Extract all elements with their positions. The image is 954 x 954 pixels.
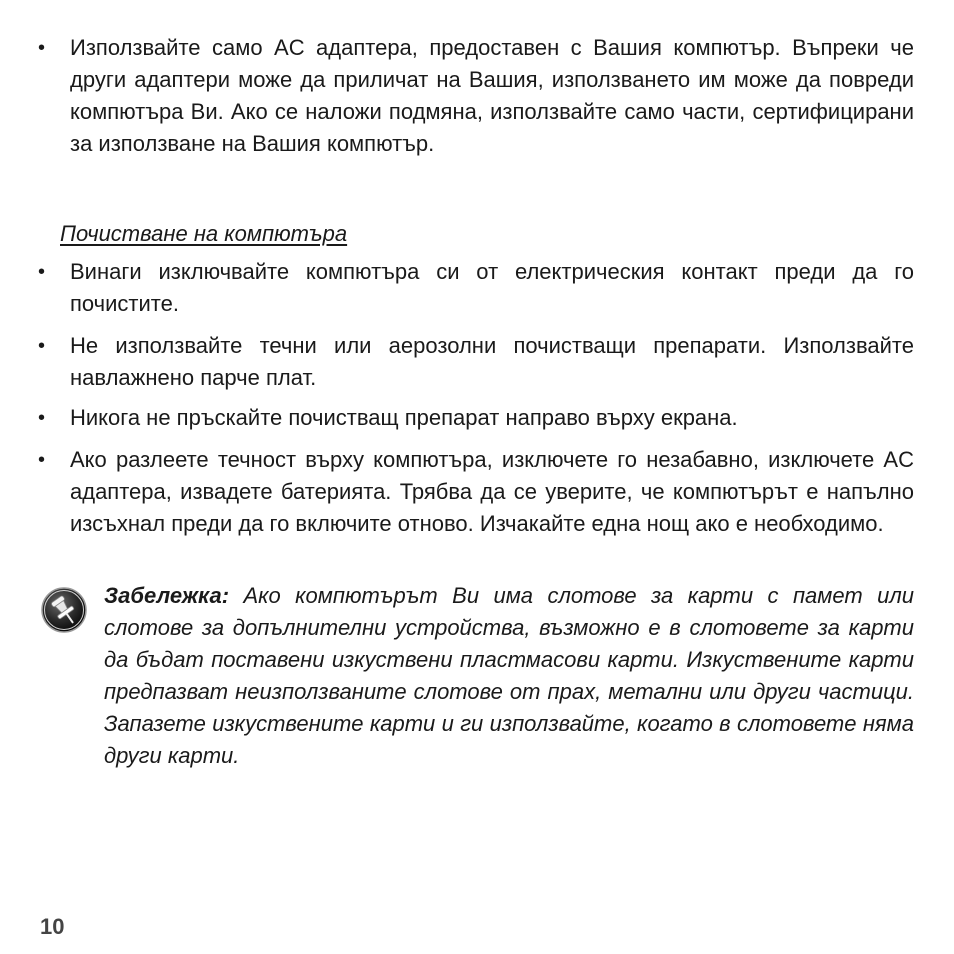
bullet-marker: • <box>38 407 46 429</box>
list-item-text: Ако разлеете течност върху компютъра, изключете го незабавно, изключете AC адаптера, извадете батерията. Трябва да се уверите, че компютърът е напълно изсъхнал преди да го включите отново. Изчакайте една нощ ако е необходимо. <box>70 447 914 536</box>
bullet-marker: • <box>38 449 46 471</box>
list-item <box>38 402 914 434</box>
list-item-text: Винаги изключвайте компютъра си от електрическия контакт преди да го почистите. <box>70 259 914 316</box>
list-item-text: Никога не пръскайте почистващ препарат направо върху екрана. <box>70 405 738 430</box>
list-item-text: Използвайте само AC адаптера, предоставен с Вашия компютър. Въпреки че други адаптери може да приличат на Вашия, използването им може да повреди компютъра Ви. Ако се наложи подмяна, използвайте само части, сертифицирани за използване на Вашия компютър. <box>70 35 914 156</box>
section-heading: Почистване на компютъра <box>60 221 348 246</box>
note-label: Забележка: <box>104 583 244 608</box>
pushpin-icon <box>40 586 88 634</box>
note-body: Ако компютърът Ви има слотове за карти с памет или слотове за допълнителни устройства, възможно е в слотовете за карти да бъдат поставени изкуствени пластмасови карти. Изкуствените карти предпазват неизползваните слотове от прах, метални или други частици. Запазете изкуствените карти и ги използвайте, когато в слотовете няма други карти. <box>104 583 914 768</box>
list-item <box>38 32 914 160</box>
bullet-marker: • <box>38 37 46 59</box>
note-text <box>104 580 914 772</box>
list-item-text: Не използвайте течни или аерозолни почистващи препарати. Използвайте навлажнено парче плат. <box>70 333 914 390</box>
list-item <box>38 444 914 540</box>
page-number: 10 <box>40 914 65 939</box>
list-item <box>38 330 914 394</box>
list-item <box>38 256 914 320</box>
bullet-marker: • <box>38 261 46 283</box>
bullet-marker: • <box>38 335 46 357</box>
